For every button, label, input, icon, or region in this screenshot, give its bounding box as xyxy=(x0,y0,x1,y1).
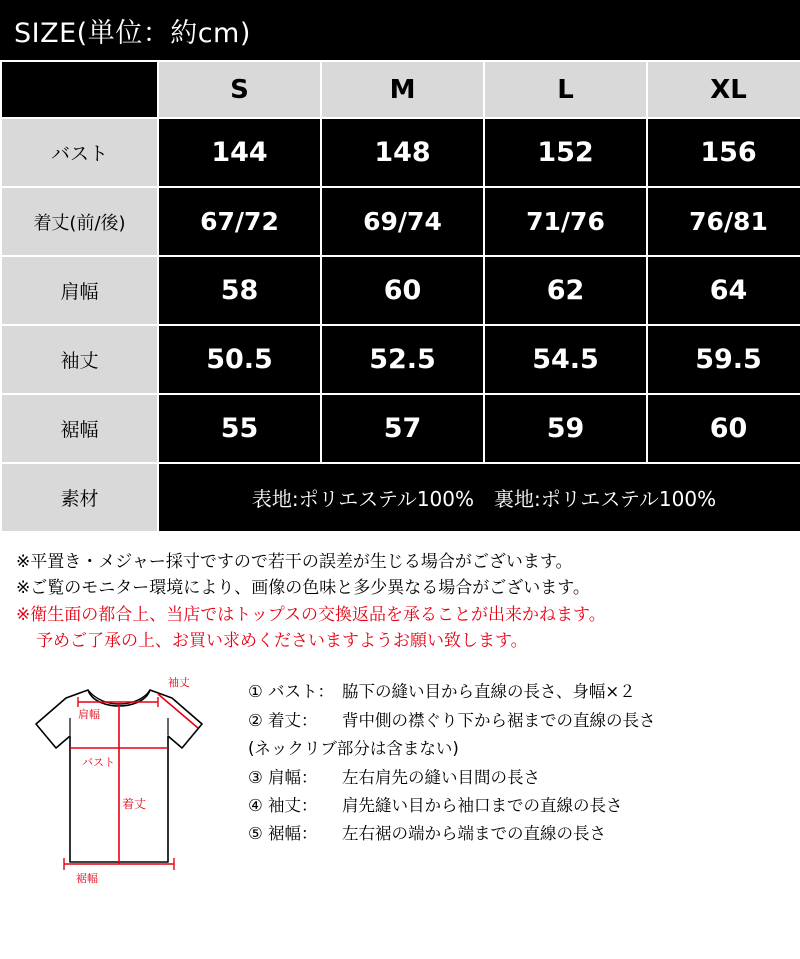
table-row xyxy=(1,394,800,463)
cell-body-length-xl: 76/81 xyxy=(647,187,800,256)
table-row xyxy=(1,118,800,187)
label-bust: バスト xyxy=(82,756,115,770)
cell-hem-m: 57 xyxy=(321,394,484,463)
notes-block xyxy=(0,549,800,654)
header-blank-cell xyxy=(1,61,158,118)
table-row xyxy=(1,187,800,256)
note-no-return-cont: 予めご了承の上、お買い求めくださいますようお願い致します。 xyxy=(36,631,528,652)
legend-list xyxy=(238,672,800,892)
row-label-hem-width: 裾幅 xyxy=(1,394,158,463)
table-row xyxy=(1,256,800,325)
legend-number-1: ① xyxy=(248,682,263,702)
header-cell-m: M xyxy=(321,61,484,118)
size-header xyxy=(0,0,800,60)
legend-item-body-length xyxy=(248,707,800,735)
legend-item-hem-width xyxy=(248,820,800,848)
legend-item-sleeve-length xyxy=(248,792,800,820)
label-sleeve-length: 袖丈 xyxy=(168,676,190,690)
legend-item-shoulder-width xyxy=(248,764,800,792)
cell-hem-l: 59 xyxy=(484,394,647,463)
size-table xyxy=(0,60,800,533)
legend-label-4: 袖丈： xyxy=(268,795,318,815)
row-label-material: 素材 xyxy=(1,463,158,532)
page-title: SIZE(単位：約cm) xyxy=(14,17,251,49)
cell-shoulder-s: 58 xyxy=(158,256,321,325)
cell-sleeve-m: 52.5 xyxy=(321,325,484,394)
legend-label-1: バスト： xyxy=(268,682,334,702)
legend-desc-3: 左右肩先の縫い目間の長さ xyxy=(342,767,540,787)
tshirt-diagram xyxy=(18,672,238,892)
row-label-sleeve-length: 袖丈 xyxy=(1,325,158,394)
label-body-length: 着丈 xyxy=(122,797,147,812)
header-cell-l: L xyxy=(484,61,647,118)
legend-item-body-length-note: (ネックリブ部分は含まない) xyxy=(248,739,459,759)
row-label-shoulder-width: 肩幅 xyxy=(1,256,158,325)
legend-number-2: ② xyxy=(248,710,263,730)
cell-body-length-l: 71/76 xyxy=(484,187,647,256)
header-cell-s: S xyxy=(158,61,321,118)
note-no-return: ※衛生面の都合上、当店ではトップスの交換返品を承ることが出来かねます。 xyxy=(16,604,606,625)
legend-desc-4: 肩先縫い目から袖口までの直線の長さ xyxy=(342,795,623,815)
table-row xyxy=(1,325,800,394)
legend-desc-1: 脇下の縫い目から直線の長さ、身幅×２ xyxy=(342,682,636,702)
legend-item-bust xyxy=(248,678,800,706)
cell-shoulder-m: 60 xyxy=(321,256,484,325)
header-cell-xl: XL xyxy=(647,61,800,118)
measurement-guide xyxy=(0,672,800,892)
cell-bust-m: 148 xyxy=(321,118,484,187)
cell-bust-xl: 156 xyxy=(647,118,800,187)
tshirt-outline-svg xyxy=(18,672,238,892)
table-header-row xyxy=(1,61,800,118)
label-hem-width: 裾幅 xyxy=(76,872,98,886)
note-measurement-tolerance: ※平置き・メジャー採寸ですので若干の誤差が生じる場合がございます。 xyxy=(16,552,573,572)
cell-shoulder-xl: 64 xyxy=(647,256,800,325)
row-label-body-length: 着丈(前/後) xyxy=(1,187,158,256)
cell-sleeve-s: 50.5 xyxy=(158,325,321,394)
legend-number-3: ③ xyxy=(248,767,263,787)
cell-hem-s: 55 xyxy=(158,394,321,463)
legend-label-5: 裾幅： xyxy=(268,824,318,844)
legend-desc-5: 左右裾の端から端までの直線の長さ xyxy=(342,824,606,844)
row-label-bust: バスト xyxy=(1,118,158,187)
note-monitor-color: ※ご覧のモニター環境により、画像の色味と多少異なる場合がございます。 xyxy=(16,578,590,599)
label-shoulder-width: 肩幅 xyxy=(78,708,100,722)
legend-desc-2: 背中側の襟ぐり下から裾までの直線の長さ xyxy=(342,710,656,730)
cell-bust-s: 144 xyxy=(158,118,321,187)
legend-label-3: 肩幅： xyxy=(268,767,318,787)
legend-number-5: ⑤ xyxy=(248,824,263,844)
cell-hem-xl: 60 xyxy=(647,394,800,463)
table-row-material xyxy=(1,463,800,532)
cell-shoulder-l: 62 xyxy=(484,256,647,325)
cell-material-value: 表地:ポリエステル100% 裏地:ポリエステル100% xyxy=(158,463,800,532)
legend-number-4: ④ xyxy=(248,795,263,815)
legend-label-2: 着丈： xyxy=(268,710,318,730)
cell-body-length-m: 69/74 xyxy=(321,187,484,256)
cell-sleeve-l: 54.5 xyxy=(484,325,647,394)
cell-body-length-s: 67/72 xyxy=(158,187,321,256)
cell-sleeve-xl: 59.5 xyxy=(647,325,800,394)
cell-bust-l: 152 xyxy=(484,118,647,187)
